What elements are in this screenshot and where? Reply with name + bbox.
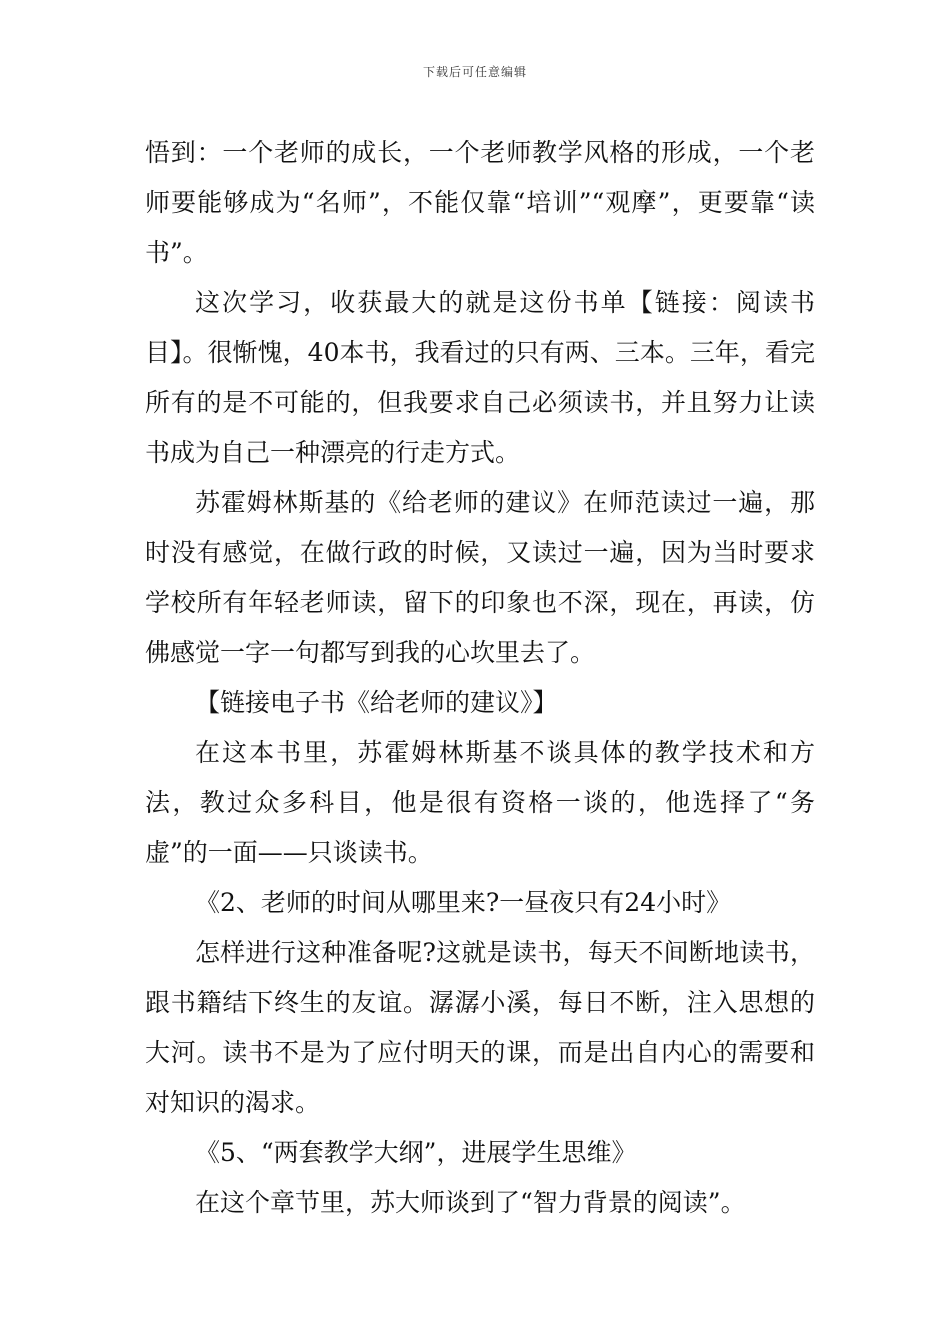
document-body <box>145 128 815 1228</box>
paragraph-3: 苏霍姆林斯基的《给老师的建议》在师范读过一遍，那时没有感觉，在做行政的时候，又读过一遍，因为当时要求学校所有年轻老师读，留下的印象也不深，现在，再读，仿佛感觉一字一句都写到我的心坎里去了。 <box>145 488 815 667</box>
paragraph-2: 这次学习，收获最大的就是这份书单【链接：阅读书目】。很惭愧，40本书，我看过的只有两、三本。三年，看完所有的是不可能的，但我要求自己必须读书，并且努力让读书成为自己一种漂亮的行走方式。 <box>145 288 815 467</box>
paragraph-7: 怎样进行这种准备呢?这就是读书，每天不间断地读书，跟书籍结下终生的友谊。潺潺小溪，每日不断，注入思想的大河。读书不是为了应付明天的课，而是出自内心的需要和对知识的渴求。 <box>145 938 815 1117</box>
page-header: 下载后可任意编辑 <box>422 65 527 79</box>
paragraph-1: 悟到：一个老师的成长，一个老师教学风格的形成，一个老师要能够成为“名师”，不能仅靠“培训”“观摩”，更要靠“读书”。 <box>145 138 815 267</box>
paragraph-5: 在这本书里，苏霍姆林斯基不谈具体的教学技术和方法，教过众多科目，他是很有资格一谈的，他选择了“务虚”的一面——只谈读书。 <box>145 738 815 867</box>
paragraph-4-link: 【链接电子书《给老师的建议》】 <box>195 688 558 717</box>
paragraph-9: 在这个章节里，苏大师谈到了“智力背景的阅读”。 <box>195 1188 746 1217</box>
paragraph-8-chapter-title: 《5、“两套教学大纲”，进展学生思维》 <box>195 1138 637 1167</box>
paragraph-6-chapter-title: 《2、老师的时间从哪里来?一昼夜只有24小时》 <box>195 888 732 917</box>
